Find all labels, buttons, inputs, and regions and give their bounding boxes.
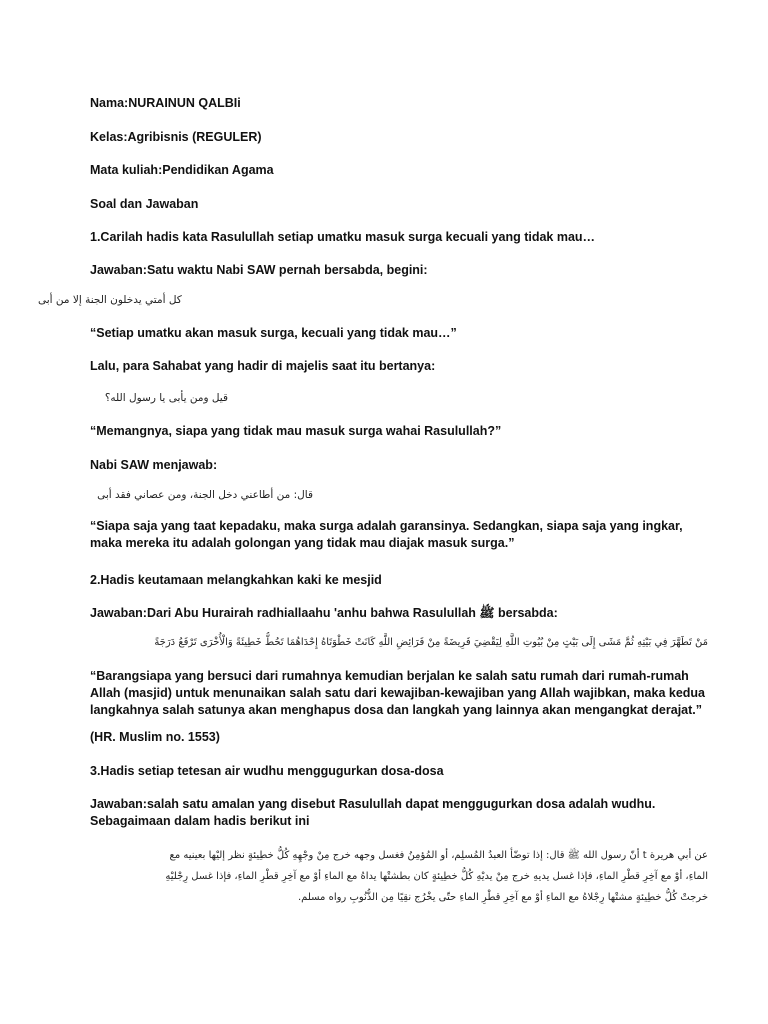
- question-2: 2.Hadis keutamaan melangkahkan kaki ke mesjid: [90, 573, 382, 587]
- nabi-answer-label: Nabi SAW menjawab:: [90, 458, 218, 472]
- section-heading: Soal dan Jawaban: [90, 197, 199, 211]
- arabic-hadith-5-line-2: الماءِ، أوْ مع آخِرِ قطْرِ الماءِ، فإذا غسل يديهِ خرج مِنْ يديْهِ كُلُّ خطِيئةٍ كان بطشتْها يداهُ مع الماءِ أوْ مع آخِرِ قطْرِ الماءِ، فإذا غسل رِجْليْهِ: [165, 871, 708, 882]
- translation-3: “Siapa saja yang taat kepadaku, maka surga adalah garansinya. Sedangkan, siapa saja yang ingkar, maka mereka itu adalah golongan yang tidak mau diajak masuk surga.”: [90, 519, 683, 550]
- question-1: 1.Carilah hadis kata Rasulullah setiap umatku masuk surga kecuali yang tidak mau…: [90, 230, 596, 244]
- arabic-hadith-5-line-1: عن أبي هريرة t أنّ رسول الله ﷺ قال: إذا توضّأ العبدُ المُسلِم، أو المُؤمِنُ فغسل وجهه خرج مِنْ وجْهِهِ كُلُّ خطِيئةٍ نظر إليْها بعينيه مع: [169, 850, 708, 861]
- answer-3-intro: Jawaban:salah satu amalan yang disebut Rasulullah dapat menggugurkan dosa adalah wudhu. Sebagaimaan dalam hadis berikut ini: [90, 797, 656, 828]
- student-name: Nama:NURAINUN QALBIi: [90, 96, 241, 110]
- student-class: Kelas:Agribisnis (REGULER): [90, 130, 262, 144]
- translation-2: “Memangnya, siapa yang tidak mau masuk surga wahai Rasulullah?”: [90, 424, 502, 438]
- narration-1: Lalu, para Sahabat yang hadir di majelis saat itu bertanya:: [90, 359, 436, 373]
- answer-2-intro: Jawaban:Dari Abu Hurairah radhiallaahu 'anhu bahwa Rasulullah ﷺ bersabda:: [90, 606, 558, 620]
- arabic-hadith-4: مَنْ تَطَهَّرَ فِي بَيْتِهِ ثُمَّ مَشَى إِلَى بَيْتٍ مِنْ بُيُوتِ اللَّهِ لِيَقْضِيَ فَرِيضَةً مِنْ فَرَائِضِ اللَّهِ كَانَتْ خَطْوَتَاهُ إِحْدَاهُمَا تَحُطُّ خَطِيئَةً وَالْأُخْرَى تَرْفَعُ دَرَجَةً: [154, 637, 708, 648]
- question-3: 3.Hadis setiap tetesan air wudhu menggugurkan dosa-dosa: [90, 764, 444, 778]
- hadith-source: (HR. Muslim no. 1553): [90, 730, 220, 744]
- translation-4: “Barangsiapa yang bersuci dari rumahnya kemudian berjalan ke salah satu rumah dari rumah-rumah Allah (masjid) untuk menunaikan salah satu dari kewajiban-kewajiban yang Allah wajibkan, maka kedua langkahnya salah satunya akan menghapus dosa dan langkah yang lainnya akan mengangkat derajat.”: [90, 669, 706, 717]
- arabic-hadith-3: قال: من أطاعني دخل الجنة، ومن عصاني فقد أبى: [97, 489, 313, 501]
- arabic-hadith-1: كل أمتي يدخلون الجنة إلا من أبى: [38, 294, 182, 306]
- arabic-hadith-5-line-3: خرجتْ كُلُّ خطِيئةٍ مشتْها رِجْلاهُ مع الماءِ أوْ مع آخِرِ قطْرِ الماءِ حتّى يخْرُج نقِيًا مِن الذُّنُوبِ رواه مسلم.: [297, 892, 708, 903]
- translation-1: “Setiap umatku akan masuk surga, kecuali yang tidak mau…”: [90, 326, 457, 340]
- answer-1-intro: Jawaban:Satu waktu Nabi SAW pernah bersabda, begini:: [90, 263, 428, 277]
- course-name: Mata kuliah:Pendidikan Agama: [90, 163, 274, 177]
- arabic-hadith-2: قيل ومن يأبى يا رسول الله؟: [104, 392, 228, 404]
